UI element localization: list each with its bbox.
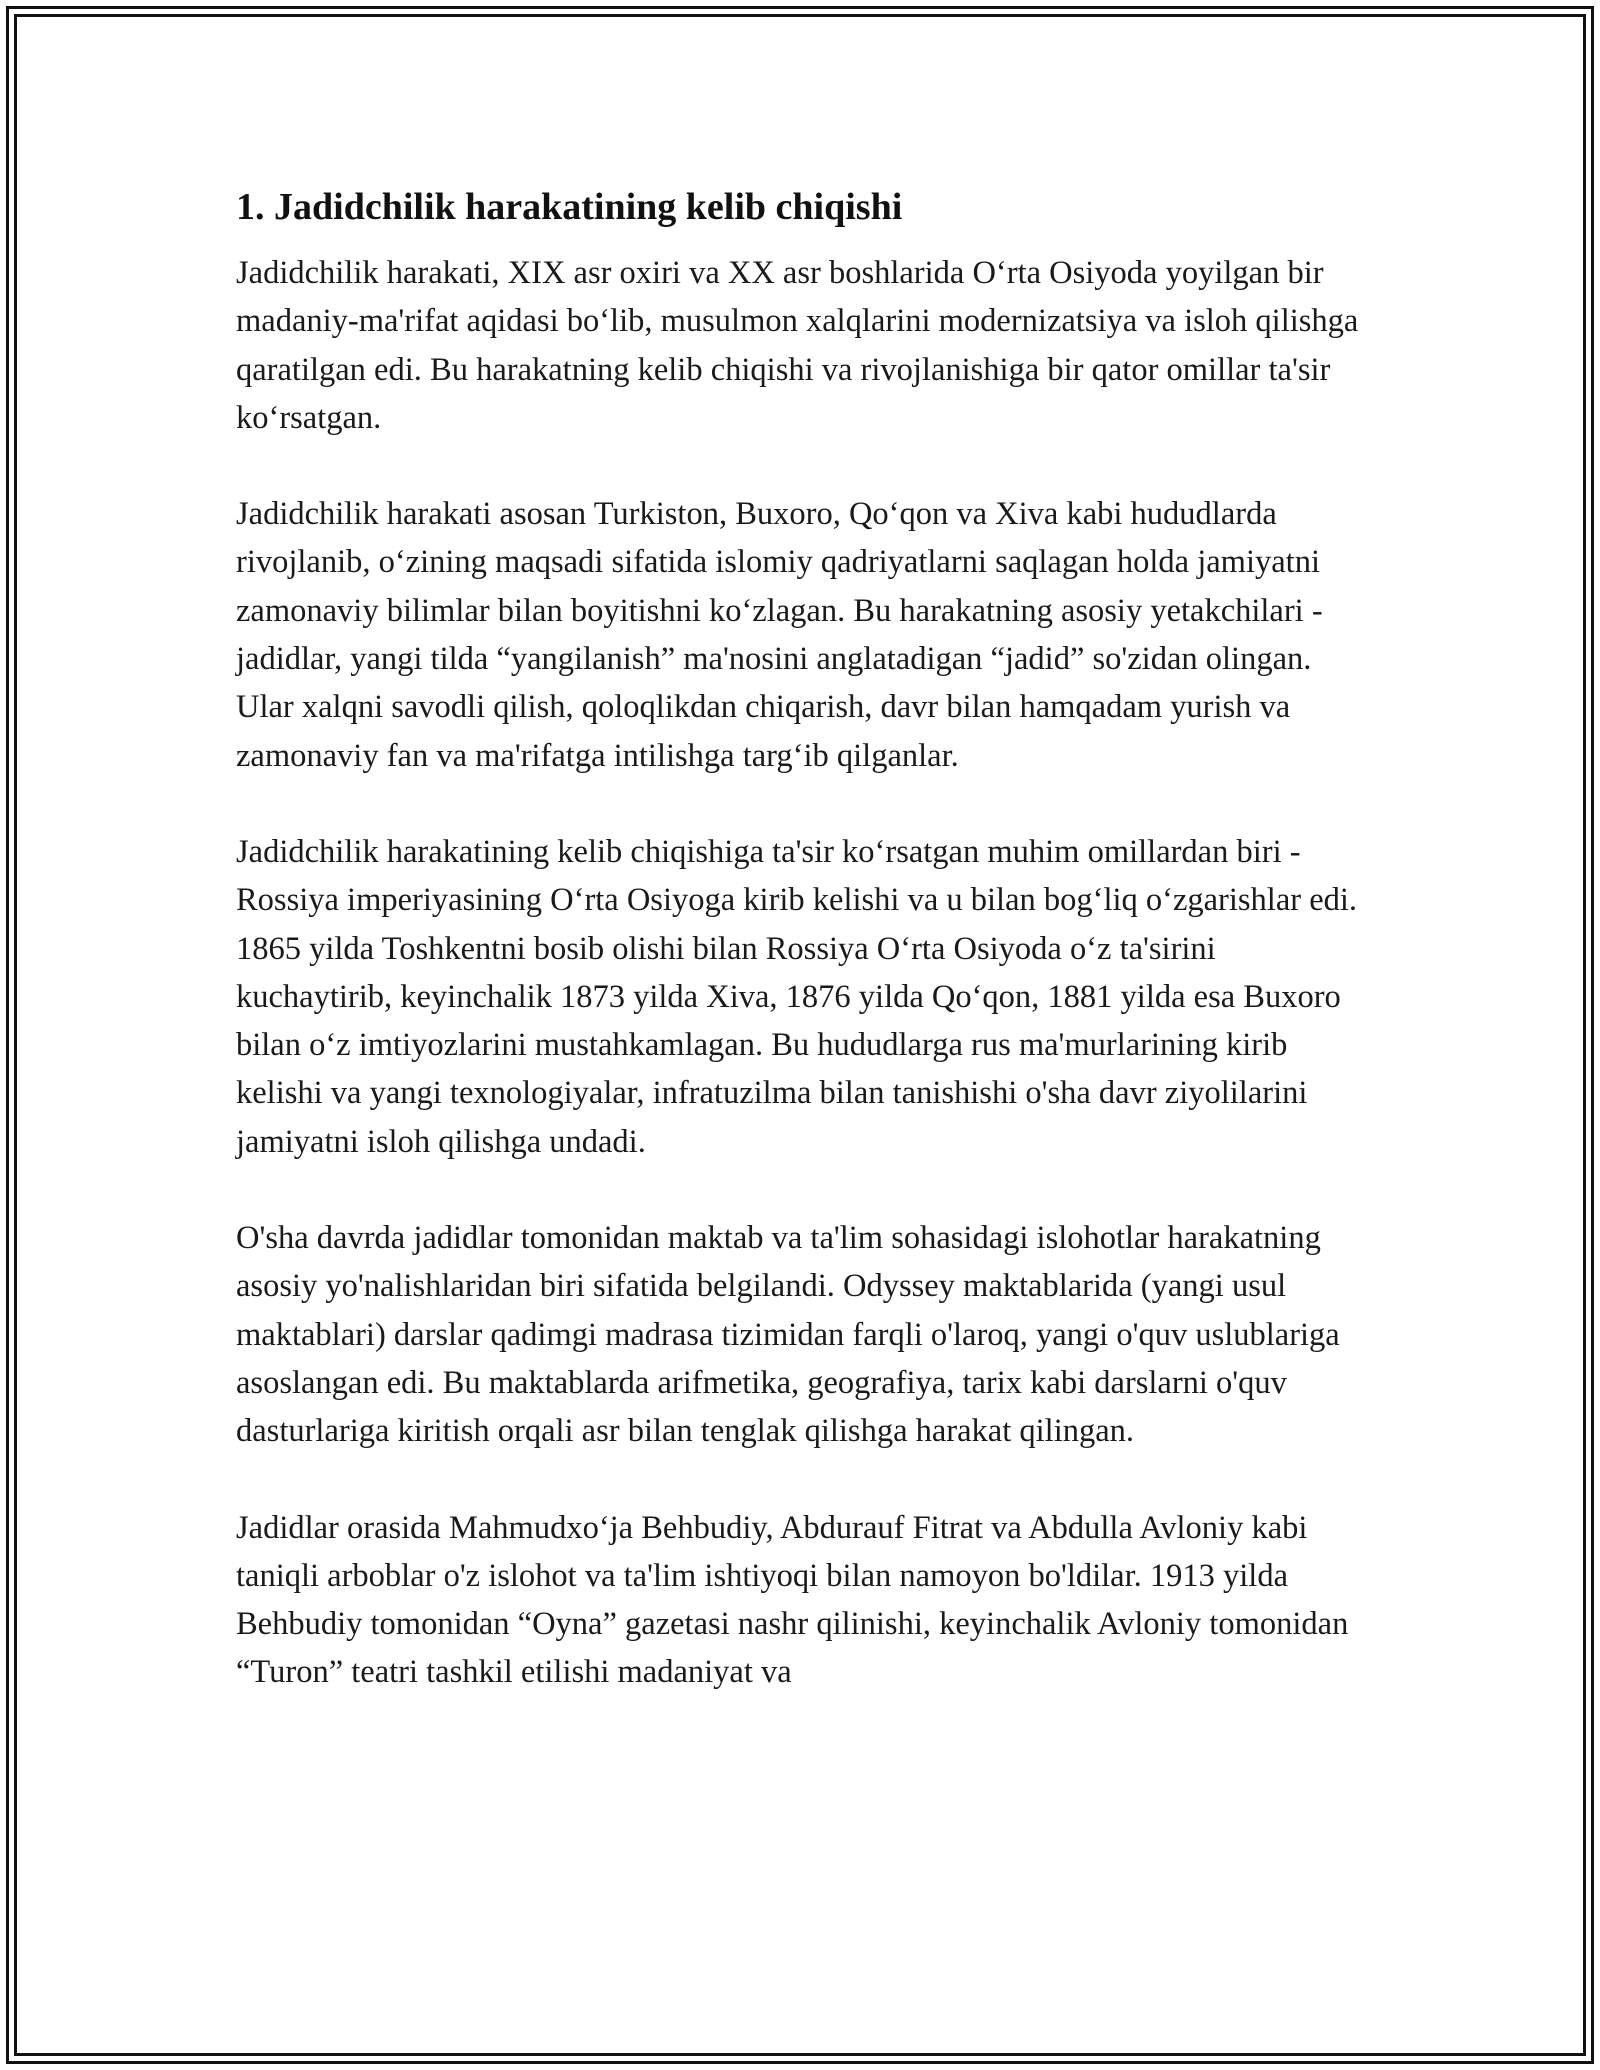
paragraph-3: Jadidchilik harakatining kelib chiqishiga ta'sir ko‘rsatgan muhim omillardan biri - Rossiya imperiyasining O‘rta Osiyoga kirib kelishi va u bilan bog‘liq o‘zgarishlar edi. 1865 yilda Toshkentni bosib olishi bilan Rossiya O‘rta Osiyoda o‘z ta'sirini kuchaytirib, keyinchalik 1873 yilda Xiva, 1876 yilda Qo‘qon, 1881 yilda esa Buxoro bilan o‘z imtiyozlarini mustahkamlagan. Bu hududlarga rus ma'murlarining kirib kelishi va yangi texnologiyalar, infratuzilma bilan tanishishi o'sha davr ziyolilarini jamiyatni isloh qilishga undadi.: [236, 833, 1358, 1160]
paragraph-2: Jadidchilik harakati asosan Turkiston, Buxoro, Qo‘qon va Xiva kabi hududlarda rivojlanib, o‘zining maqsadi sifatida islomiy qadriyatlarni saqlagan holda jamiyatni zamonaviy bilimlar bilan boyitishni ko‘zlagan. Bu harakatning asosiy yetakchilari - jadidlar, yangi tilda “yangilanish” ma'nosini anglatadigan “jadid” so'zidan olingan. Ular xalqni savodli qilish, qoloqlikdan chiqarish, davr bilan hamqadam yurish va zamonaviy fan va ma'rifatga intilishga targ‘ib qilganlar.: [236, 496, 1323, 774]
section-heading: 1. Jadidchilik harakatining kelib chiqishi: [236, 186, 903, 228]
paragraph-1: Jadidchilik harakati, XIX asr oxiri va XX asr boshlarida O‘rta Osiyoda yoyilgan bir madaniy-ma'rifat aqidasi bo‘lib, musulmon xalqlarini modernizatsiya va isloh qilishga qaratilgan edi. Bu harakatning kelib chiqishi va rivojlanishiga bir qator omillar ta'sir ko‘rsatgan.: [236, 255, 1359, 436]
paragraph-4: O'sha davrda jadidlar tomonidan maktab va ta'lim sohasidagi islohotlar harakatning asosiy yo'nalishlaridan biri sifatida belgilandi. Odyssey maktablarida (yangi usul maktablari) darslar qadimgi madrasa tizimidan farqli o'laroq, yangi o'quv uslublariga asoslangan edi. Bu maktablarda arifmetika, geografiya, tarix kabi darslarni o'quv dasturlariga kiritish orqali asr bilan tenglak qilishga harakat qilingan.: [236, 1220, 1340, 1450]
document-body: [236, 183, 1366, 1745]
paragraph-5: Jadidlar orasida Mahmudxo‘ja Behbudiy, Abdurauf Fitrat va Abdulla Avloniy kabi taniqli arboblar o'z islohot va ta'lim ishtiyoqi bilan namoyon bo'ldilar. 1913 yilda Behbudiy tomonidan “Oyna” gazetasi nashr qilinishi, keyinchalik Avloniy tomonidan “Turon” teatri tashkil etilishi madaniyat va: [236, 1509, 1349, 1691]
